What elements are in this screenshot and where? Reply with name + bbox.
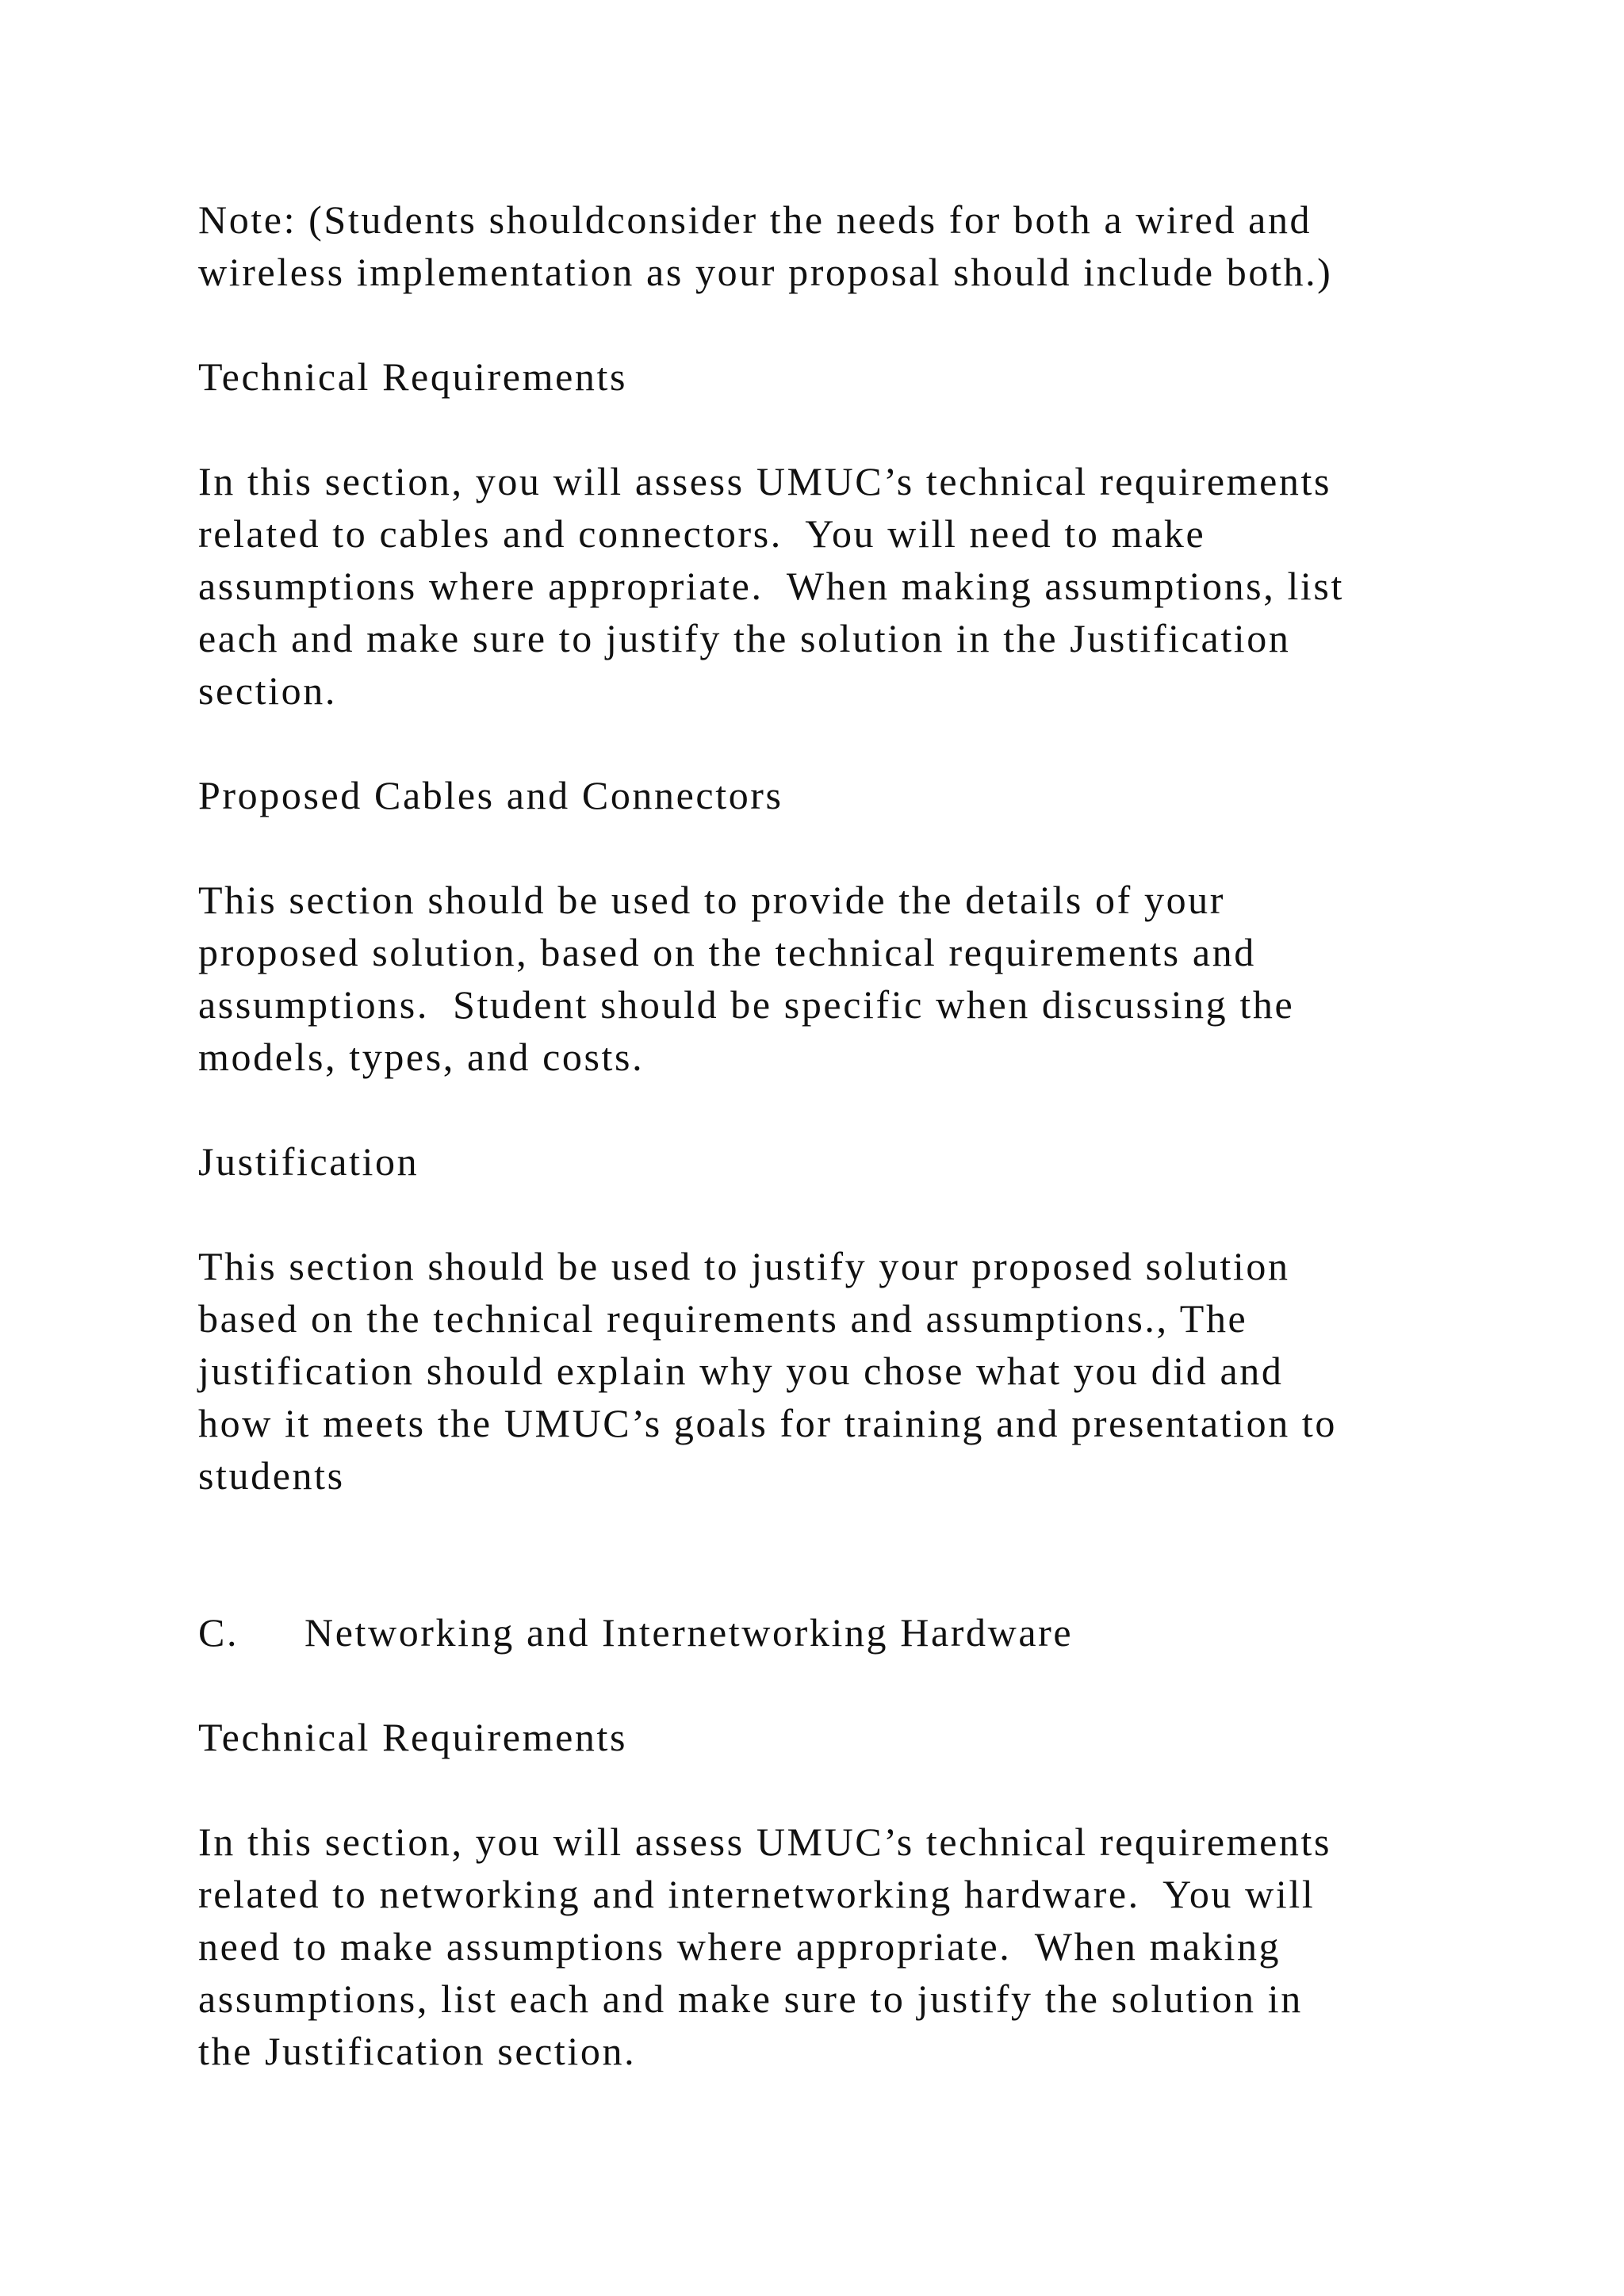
justification-line-1: This section should be used to justify your proposed solution bbox=[198, 1244, 1290, 1288]
proposed-line-2: proposed solution, based on the technical requirements and bbox=[198, 930, 1256, 974]
justification-paragraph bbox=[198, 1240, 1467, 1502]
proposed-line-4: models, types, and costs. bbox=[198, 1035, 645, 1079]
technical-requirements-paragraph bbox=[198, 455, 1467, 717]
heading-justification: Justification bbox=[198, 1139, 419, 1184]
heading-technical-requirements-2: Technical Requirements bbox=[198, 1715, 628, 1759]
tech-req-line-5: section. bbox=[198, 668, 337, 713]
proposed-paragraph bbox=[198, 874, 1467, 1083]
tech-req2-line-1: In this section, you will assess UMUC’s technical requirements bbox=[198, 1820, 1332, 1864]
technical-requirements-paragraph-2 bbox=[198, 1816, 1467, 2077]
justification-line-4: how it meets the UMUC’s goals for training and presentation to bbox=[198, 1401, 1337, 1445]
heading-technical-requirements: Technical Requirements bbox=[198, 354, 628, 399]
tech-req2-line-4: assumptions, list each and make sure to justify the solution in bbox=[198, 1976, 1303, 2021]
note-line-1: Note: (Students shouldconsider the needs for both a wired and bbox=[198, 197, 1312, 242]
proposed-line-3: assumptions. Student should be specific when discussing the bbox=[198, 982, 1295, 1027]
heading-proposed-cables: Proposed Cables and Connectors bbox=[198, 773, 783, 817]
section-c-label: C. bbox=[198, 1610, 239, 1655]
tech-req2-line-3: need to make assumptions where appropriate. When making bbox=[198, 1924, 1281, 1969]
section-c-title: Networking and Internetworking Hardware bbox=[304, 1610, 1074, 1655]
note-line-2: wireless implementation as your proposal should include both.) bbox=[198, 250, 1333, 294]
tech-req-line-4: each and make sure to justify the solution in the Justification bbox=[198, 616, 1291, 660]
justification-line-3: justification should explain why you chose what you did and bbox=[198, 1349, 1284, 1393]
tech-req-line-2: related to cables and connectors. You will need to make bbox=[198, 511, 1206, 556]
tech-req2-line-2: related to networking and internetworking hardware. You will bbox=[198, 1872, 1316, 1916]
proposed-line-1: This section should be used to provide the details of your bbox=[198, 878, 1226, 922]
tech-req2-line-5: the Justification section. bbox=[198, 2029, 637, 2073]
tech-req-line-1: In this section, you will assess UMUC’s technical requirements bbox=[198, 459, 1332, 503]
justification-line-2: based on the technical requirements and assumptions., The bbox=[198, 1296, 1248, 1341]
justification-line-5: students bbox=[198, 1453, 345, 1498]
tech-req-line-3: assumptions where appropriate. When making assumptions, list bbox=[198, 564, 1344, 608]
spacer bbox=[198, 1554, 1467, 1606]
section-c-heading bbox=[198, 1606, 1467, 1659]
document-body bbox=[198, 193, 1467, 2130]
note-paragraph bbox=[198, 193, 1467, 298]
